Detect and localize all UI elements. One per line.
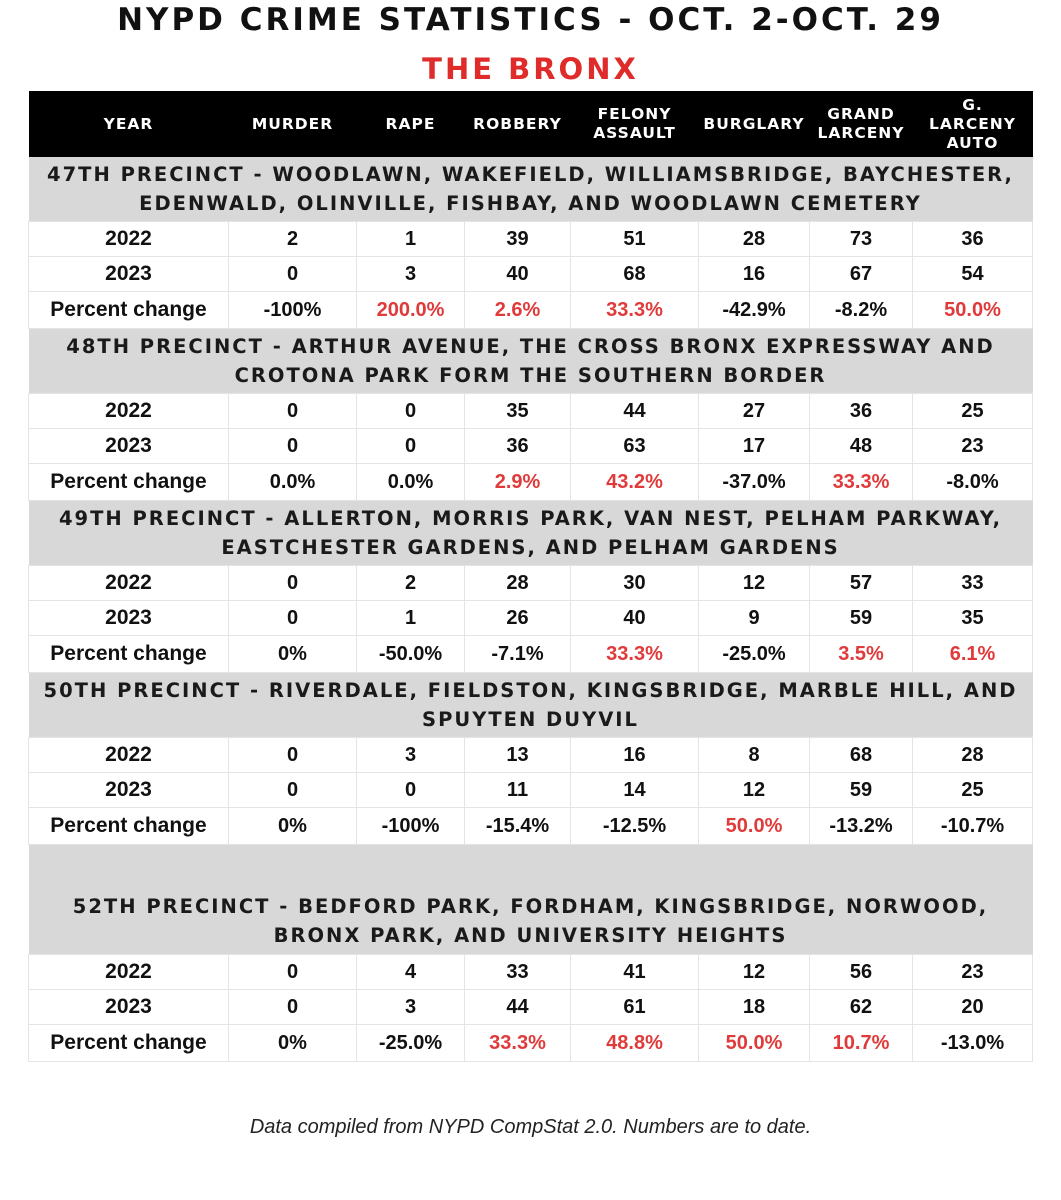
table-cell: 26 [465, 601, 571, 636]
table-cell: 48.8% [571, 1025, 699, 1062]
table-cell: 23 [913, 429, 1033, 464]
table-cell: 40 [465, 257, 571, 292]
precinct-section-header [29, 501, 1033, 566]
table-cell: 4 [357, 955, 465, 990]
table-cell: 0 [229, 773, 357, 808]
row-label: 2023 [29, 429, 229, 464]
table-cell: 0 [229, 429, 357, 464]
table-cell: 30 [571, 566, 699, 601]
table-cell: -25.0% [699, 636, 810, 673]
table-cell: 2 [229, 222, 357, 257]
table-cell: -100% [357, 808, 465, 845]
table-cell: 3 [357, 738, 465, 773]
table-cell: 9 [699, 601, 810, 636]
table-cell: 2.6% [465, 292, 571, 329]
row-label: 2022 [29, 394, 229, 429]
row-label: 2023 [29, 257, 229, 292]
table-row [29, 601, 1033, 636]
precinct-title: 50TH PRECINCT - RIVERDALE, FIELDSTON, KINGSBRIDGE, MARBLE HILL, AND SPUYTEN DUYVIL [29, 673, 1033, 738]
table-cell: 0 [229, 394, 357, 429]
page-subtitle: THE BRONX [422, 52, 639, 86]
table-cell: 35 [465, 394, 571, 429]
percent-change-row [29, 636, 1033, 673]
table-cell: 36 [465, 429, 571, 464]
table-cell: 0 [357, 773, 465, 808]
table-cell: 36 [810, 394, 913, 429]
table-cell: 12 [699, 955, 810, 990]
table-row [29, 990, 1033, 1025]
row-label: 2023 [29, 990, 229, 1025]
table-cell: 16 [571, 738, 699, 773]
table-cell: 50.0% [699, 808, 810, 845]
table-cell: 0.0% [229, 464, 357, 501]
precinct-section-header [29, 845, 1033, 955]
percent-change-row [29, 292, 1033, 329]
table-cell: 67 [810, 257, 913, 292]
column-header-burglary: BURGLARY [699, 91, 810, 157]
table-cell: -7.1% [465, 636, 571, 673]
table-cell: 59 [810, 601, 913, 636]
table-cell: 0.0% [357, 464, 465, 501]
column-header-robbery: ROBBERY [465, 91, 571, 157]
table-cell: 0 [357, 429, 465, 464]
table-cell: 3 [357, 257, 465, 292]
table-cell: 43.2% [571, 464, 699, 501]
table-cell: 63 [571, 429, 699, 464]
table-cell: 28 [699, 222, 810, 257]
footnote: Data compiled from NYPD CompStat 2.0. Numbers are to date. [249, 1116, 812, 1138]
table-cell: 48 [810, 429, 913, 464]
table-cell: 40 [571, 601, 699, 636]
table-cell: 28 [913, 738, 1033, 773]
table-cell: 1 [357, 601, 465, 636]
table-cell: 1 [357, 222, 465, 257]
table-cell: -37.0% [699, 464, 810, 501]
precinct-section-header [29, 673, 1033, 738]
column-header-grand-larceny: GRAND LARCENY [810, 91, 913, 157]
row-label: 2023 [29, 601, 229, 636]
table-cell: 25 [913, 394, 1033, 429]
table-cell: 0 [229, 601, 357, 636]
table-cell: 73 [810, 222, 913, 257]
table-cell: 0 [229, 566, 357, 601]
precinct-title: 48TH PRECINCT - ARTHUR AVENUE, THE CROSS BRONX EXPRESSWAY AND CROTONA PARK FORM THE SOUTHERN BORDER [29, 329, 1033, 394]
row-label: 2023 [29, 773, 229, 808]
table-cell: 59 [810, 773, 913, 808]
table-row [29, 566, 1033, 601]
table-cell: -8.0% [913, 464, 1033, 501]
table-cell: -13.0% [913, 1025, 1033, 1062]
column-header-rape: RAPE [357, 91, 465, 157]
table-cell: 0 [229, 738, 357, 773]
table-cell: 33 [913, 566, 1033, 601]
table-cell: 0 [229, 257, 357, 292]
table-cell: 8 [699, 738, 810, 773]
table-cell: 39 [465, 222, 571, 257]
table-row [29, 738, 1033, 773]
page-title: NYPD CRIME STATISTICS - OCT. 2-OCT. 29 [117, 2, 944, 38]
table-cell: -13.2% [810, 808, 913, 845]
table-cell: 62 [810, 990, 913, 1025]
table-cell: 50.0% [699, 1025, 810, 1062]
table-row [29, 429, 1033, 464]
table-cell: 57 [810, 566, 913, 601]
table-cell: -50.0% [357, 636, 465, 673]
table-cell: -15.4% [465, 808, 571, 845]
table-cell: -10.7% [913, 808, 1033, 845]
table-cell: 33.3% [571, 636, 699, 673]
table-cell: 20 [913, 990, 1033, 1025]
table-cell: 28 [465, 566, 571, 601]
table-cell: 0 [229, 955, 357, 990]
table-cell: 23 [913, 955, 1033, 990]
table-cell: 33 [465, 955, 571, 990]
column-header-murder: MURDER [229, 91, 357, 157]
precinct-section-header [29, 329, 1033, 394]
table-cell: -8.2% [810, 292, 913, 329]
table-cell: 35 [913, 601, 1033, 636]
column-header-felony-assault: FELONY ASSAULT [571, 91, 699, 157]
table-cell: -12.5% [571, 808, 699, 845]
table-cell: 50.0% [913, 292, 1033, 329]
table-cell: 51 [571, 222, 699, 257]
table-cell: 12 [699, 566, 810, 601]
row-label: Percent change [29, 464, 229, 501]
table-cell: 3.5% [810, 636, 913, 673]
precinct-title: 47TH PRECINCT - WOODLAWN, WAKEFIELD, WILLIAMSBRIDGE, BAYCHESTER, EDENWALD, OLINVILLE, FISHBAY, AND WOODLAWN CEMETERY [29, 157, 1033, 222]
table-cell: 10.7% [810, 1025, 913, 1062]
table-cell: 25 [913, 773, 1033, 808]
table-cell: 27 [699, 394, 810, 429]
precinct-title: 49TH PRECINCT - ALLERTON, MORRIS PARK, VAN NEST, PELHAM PARKWAY, EASTCHESTER GARDENS, AND PELHAM GARDENS [29, 501, 1033, 566]
table-cell: 3 [357, 990, 465, 1025]
table-cell: 17 [699, 429, 810, 464]
table-cell: 33.3% [810, 464, 913, 501]
table-row [29, 257, 1033, 292]
table-cell: 2.9% [465, 464, 571, 501]
table-cell: 56 [810, 955, 913, 990]
table-cell: 0 [357, 394, 465, 429]
column-header-year: YEAR [29, 91, 229, 157]
table-cell: 6.1% [913, 636, 1033, 673]
percent-change-row [29, 464, 1033, 501]
row-label: Percent change [29, 636, 229, 673]
table-cell: 200.0% [357, 292, 465, 329]
table-cell: -42.9% [699, 292, 810, 329]
table-cell: 18 [699, 990, 810, 1025]
row-label: 2022 [29, 738, 229, 773]
precinct-section-header [29, 157, 1033, 222]
table-cell: 12 [699, 773, 810, 808]
row-label: Percent change [29, 292, 229, 329]
percent-change-row [29, 1025, 1033, 1062]
precinct-title: 52TH PRECINCT - BEDFORD PARK, FORDHAM, KINGSBRIDGE, NORWOOD, BRONX PARK, AND UNIVERSITY HEIGHTS [29, 845, 1033, 955]
table-row [29, 222, 1033, 257]
table-cell: -25.0% [357, 1025, 465, 1062]
table-cell: 68 [810, 738, 913, 773]
table-cell: 11 [465, 773, 571, 808]
table-cell: 0 [229, 990, 357, 1025]
table-cell: 44 [465, 990, 571, 1025]
table-cell: 54 [913, 257, 1033, 292]
percent-change-row [29, 808, 1033, 845]
table-cell: 41 [571, 955, 699, 990]
table-header-row [29, 91, 1033, 157]
row-label: 2022 [29, 955, 229, 990]
row-label: Percent change [29, 808, 229, 845]
table-cell: 0% [229, 808, 357, 845]
table-row [29, 394, 1033, 429]
crime-stats-table [28, 91, 1033, 1062]
table-cell: 33.3% [465, 1025, 571, 1062]
table-cell: 14 [571, 773, 699, 808]
table-cell: 61 [571, 990, 699, 1025]
table-cell: 0% [229, 1025, 357, 1062]
row-label: Percent change [29, 1025, 229, 1062]
table-cell: 2 [357, 566, 465, 601]
table-cell: 36 [913, 222, 1033, 257]
table-cell: 16 [699, 257, 810, 292]
column-header-g-larceny-auto: G. LARCENY AUTO [913, 91, 1033, 157]
table-cell: 68 [571, 257, 699, 292]
table-row [29, 955, 1033, 990]
table-body [29, 157, 1033, 1062]
table-cell: 44 [571, 394, 699, 429]
row-label: 2022 [29, 222, 229, 257]
row-label: 2022 [29, 566, 229, 601]
table-cell: -100% [229, 292, 357, 329]
table-cell: 33.3% [571, 292, 699, 329]
table-cell: 0% [229, 636, 357, 673]
table-cell: 13 [465, 738, 571, 773]
table-row [29, 773, 1033, 808]
